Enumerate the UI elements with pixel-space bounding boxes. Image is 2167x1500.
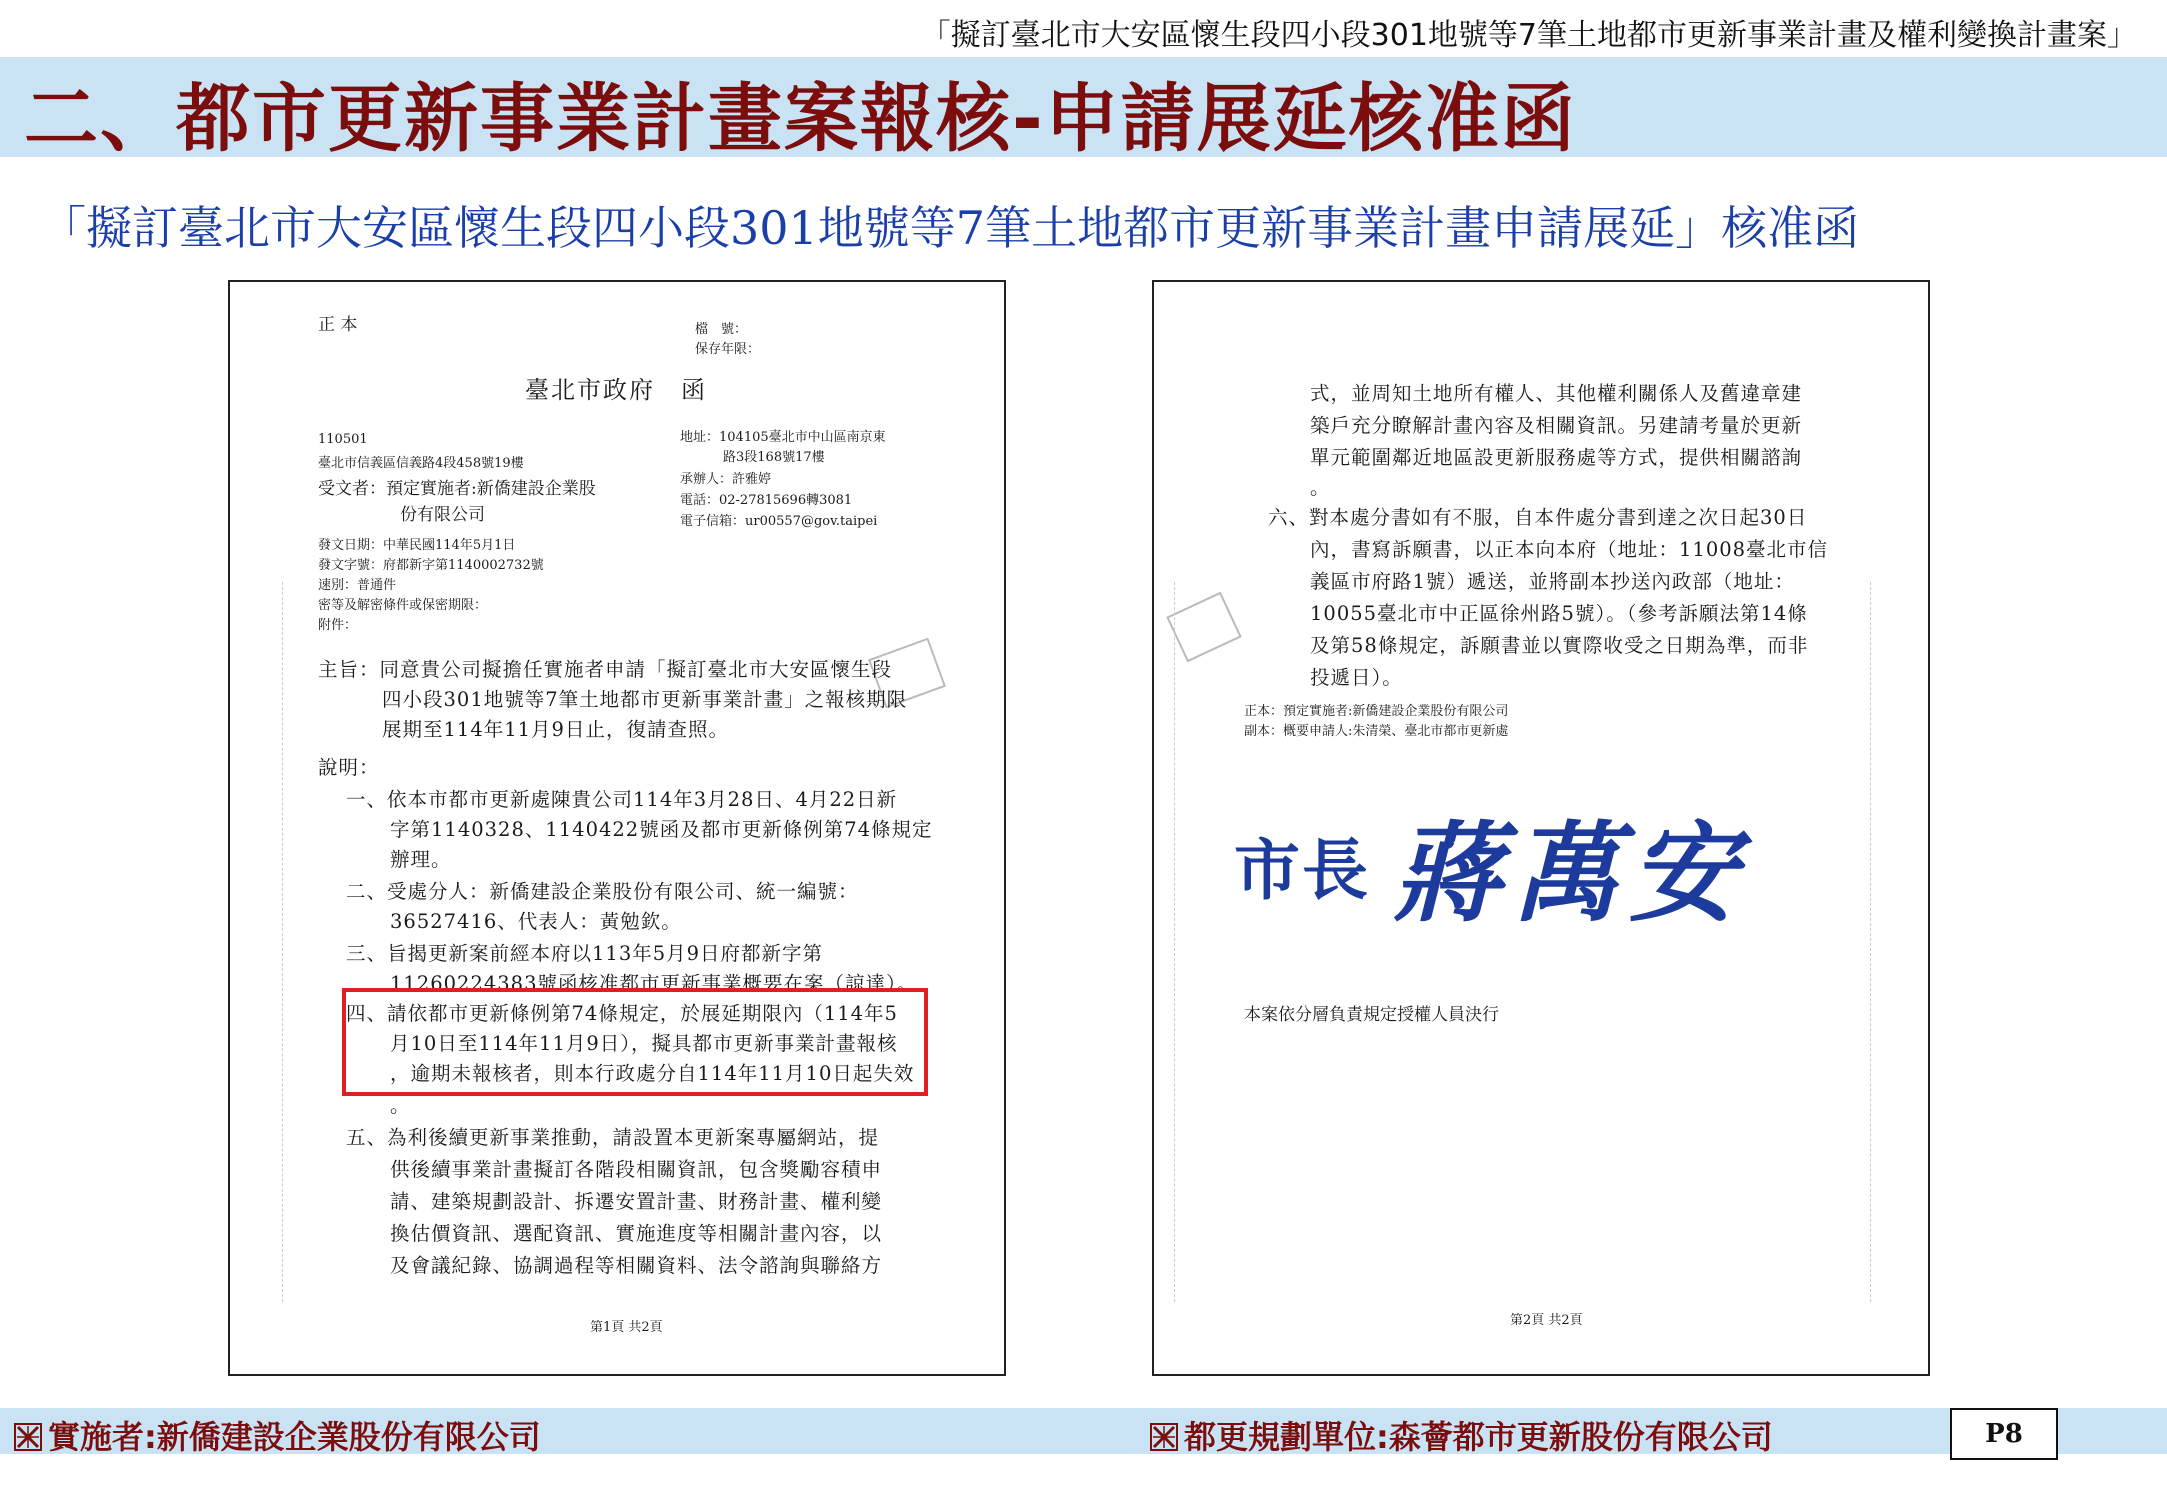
item-4-line-3: ，逾期未報核者，則本行政處分自114年11月10日起失效 bbox=[390, 1062, 915, 1085]
item-2-line-1: 二、受處分人：新僑建設企業股份有限公司、統一編號： bbox=[346, 880, 859, 903]
continued-line-1: 式，並周知土地所有權人、其他權利關係人及舊違章建 bbox=[1310, 382, 1803, 405]
sender-address-1: 地址：104105臺北市中山區南京東 bbox=[680, 430, 886, 445]
subject-line-2: 四小段301地號等7筆土地都市更新事業計畫」之報核期限 bbox=[382, 688, 908, 711]
item-6-line-4: 10055臺北市中正區徐州路5號）。（參考訴願法第14條 bbox=[1310, 602, 1808, 625]
email: 電子信箱：ur00557@gov.taipei bbox=[680, 514, 878, 529]
header-caption: 「擬訂臺北市大安區懷生段四小段301地號等7筆土地都市更新事業計畫及權利變換計畫案」 bbox=[920, 18, 2137, 53]
page-number: 第1頁 共2頁 bbox=[590, 1320, 663, 1335]
subject-line-1: 主旨：同意貴公司擬擔任實施者申請「擬訂臺北市大安區懷生段 bbox=[318, 658, 893, 681]
item-3-line-1: 三、旨揭更新案前經本府以113年5月9日府都新字第 bbox=[346, 942, 824, 965]
item-6-line-2: 內，書寫訴願書，以正本向本府（地址：11008臺北市信 bbox=[1310, 538, 1829, 561]
retention-period: 保存年限： bbox=[695, 342, 761, 357]
subject-line-3: 展期至114年11月9日止，復請查照。 bbox=[382, 718, 729, 741]
sender-address-2: 路3段168號17樓 bbox=[723, 450, 825, 465]
implementer-label bbox=[14, 1412, 541, 1458]
item-1-line-1: 一、依本市都市更新處陳貴公司114年3月28日、4月22日新 bbox=[346, 788, 898, 811]
binding-line bbox=[1174, 582, 1176, 1302]
binding-line bbox=[1870, 582, 1872, 1302]
recipient-address: 臺北市信義區信義路4段458號19樓 bbox=[318, 456, 524, 471]
page-number: 第2頁 共2頁 bbox=[1510, 1313, 1583, 1328]
secrecy-level: 密等及解密條件或保密期限： bbox=[318, 598, 488, 613]
binding-line bbox=[282, 582, 284, 1302]
continued-line-3: 單元範圍鄰近地區設更新服務處等方式，提供相關諮詢 bbox=[1310, 446, 1803, 469]
phone: 電話：02-27815696轉3081 bbox=[680, 493, 853, 508]
cross-box-icon bbox=[14, 1423, 42, 1451]
seal-title: 市長 bbox=[1234, 831, 1370, 909]
item-6-line-6: 投遞日）。 bbox=[1310, 666, 1403, 689]
item-6-line-3: 義區市府路1號）遞送，並將副本抄送內政部（地址： bbox=[1310, 570, 1795, 593]
explanation-heading: 說明： bbox=[318, 756, 380, 779]
item-6-line-1: 六、對本處分書如有不服，自本件處分書到達之次日起30日 bbox=[1268, 506, 1808, 529]
continued-line-2: 築戶充分瞭解計畫內容及相關資訊。另建請考量於更新 bbox=[1310, 414, 1803, 437]
item-1-line-2: 字第1140328、1140422號函及都市更新條例第74條規定 bbox=[390, 818, 933, 841]
seal-signature: 蔣萬安 bbox=[1393, 811, 1748, 937]
issue-date: 發文日期：中華民國114年5月1日 bbox=[318, 538, 516, 553]
speed-class: 速別：普通件 bbox=[318, 578, 397, 593]
item-3-line-2: 11260224383號函核准都市更新事業概要在案（諒達）。 bbox=[390, 972, 918, 995]
planner-label bbox=[1150, 1412, 1773, 1458]
document-number: 發文字號：府都新字第1140002732號 bbox=[318, 558, 544, 573]
slide-page-number: P8 bbox=[1950, 1408, 2058, 1460]
implementer-text: 實施者:新僑建設企業股份有限公司 bbox=[48, 1418, 541, 1456]
item-5-line-5: 及會議紀錄、協調過程等相關資料、法令諮詢與聯絡方 bbox=[390, 1254, 883, 1277]
item-5-line-2: 供後續事業計畫擬訂各階段相關資訊，包含獎勵容積申 bbox=[390, 1158, 883, 1181]
attachment: 附件： bbox=[318, 618, 358, 633]
recipient-line-1: 受文者：預定實施者:新僑建設企業股 bbox=[318, 479, 596, 499]
item-5-line-3: 請、建築規劃設計、拆遷安置計畫、財務計畫、權利變 bbox=[390, 1190, 883, 1213]
cross-box-icon bbox=[1150, 1423, 1178, 1451]
received-stamp bbox=[1166, 592, 1242, 663]
recipient-line-2: 份有限公司 bbox=[400, 505, 485, 525]
planner-text: 都更規劃單位:森薈都市更新股份有限公司 bbox=[1184, 1418, 1773, 1456]
mayor-seal bbox=[1234, 787, 1747, 942]
original-recipient: 正本：預定實施者:新僑建設企業股份有限公司 bbox=[1244, 704, 1509, 719]
item-4-line-2: 月10日至114年11月9日），擬具都市更新事業計畫報核 bbox=[390, 1032, 898, 1055]
item-4-line-4: 。 bbox=[390, 1094, 411, 1117]
handler: 承辦人：許雅婷 bbox=[680, 472, 772, 487]
item-6-line-5: 及第58條規定，訴願書並以實際收受之日期為準，而非 bbox=[1310, 634, 1809, 657]
page-subtitle: 「擬訂臺北市大安區懷生段四小段301地號等7筆土地都市更新事業計畫申請展延」核准函 bbox=[40, 201, 1860, 255]
item-4-line-1: 四、請依都市更新條例第74條規定，於展延期限內（114年5 bbox=[346, 1002, 898, 1025]
document-page-1 bbox=[228, 280, 1006, 1376]
copy-type: 正 本 bbox=[318, 315, 358, 335]
copy-recipient: 副本：概要申請人:朱清榮、臺北市都市更新處 bbox=[1244, 724, 1509, 739]
item-1-line-3: 辦理。 bbox=[390, 848, 452, 871]
item-5-line-1: 五、為利後續更新事業推動，請設置本更新案專屬網站，提 bbox=[346, 1126, 880, 1149]
delegation-note: 本案依分層負責規定授權人員決行 bbox=[1244, 1005, 1499, 1025]
continued-line-4: 。 bbox=[1310, 476, 1331, 499]
file-number: 檔 號： bbox=[695, 322, 748, 337]
document-page-2 bbox=[1152, 280, 1930, 1376]
item-2-line-2: 36527416、代表人：黃勉欽。 bbox=[390, 910, 682, 933]
page-title: 二、都市更新事業計畫案報核-申請展延核准函 bbox=[24, 76, 1577, 162]
item-5-line-4: 換估價資訊、選配資訊、實施進度等相關計畫內容，以 bbox=[390, 1222, 883, 1245]
postcode: 110501 bbox=[318, 432, 368, 447]
letter-heading: 臺北市政府 函 bbox=[525, 376, 707, 404]
